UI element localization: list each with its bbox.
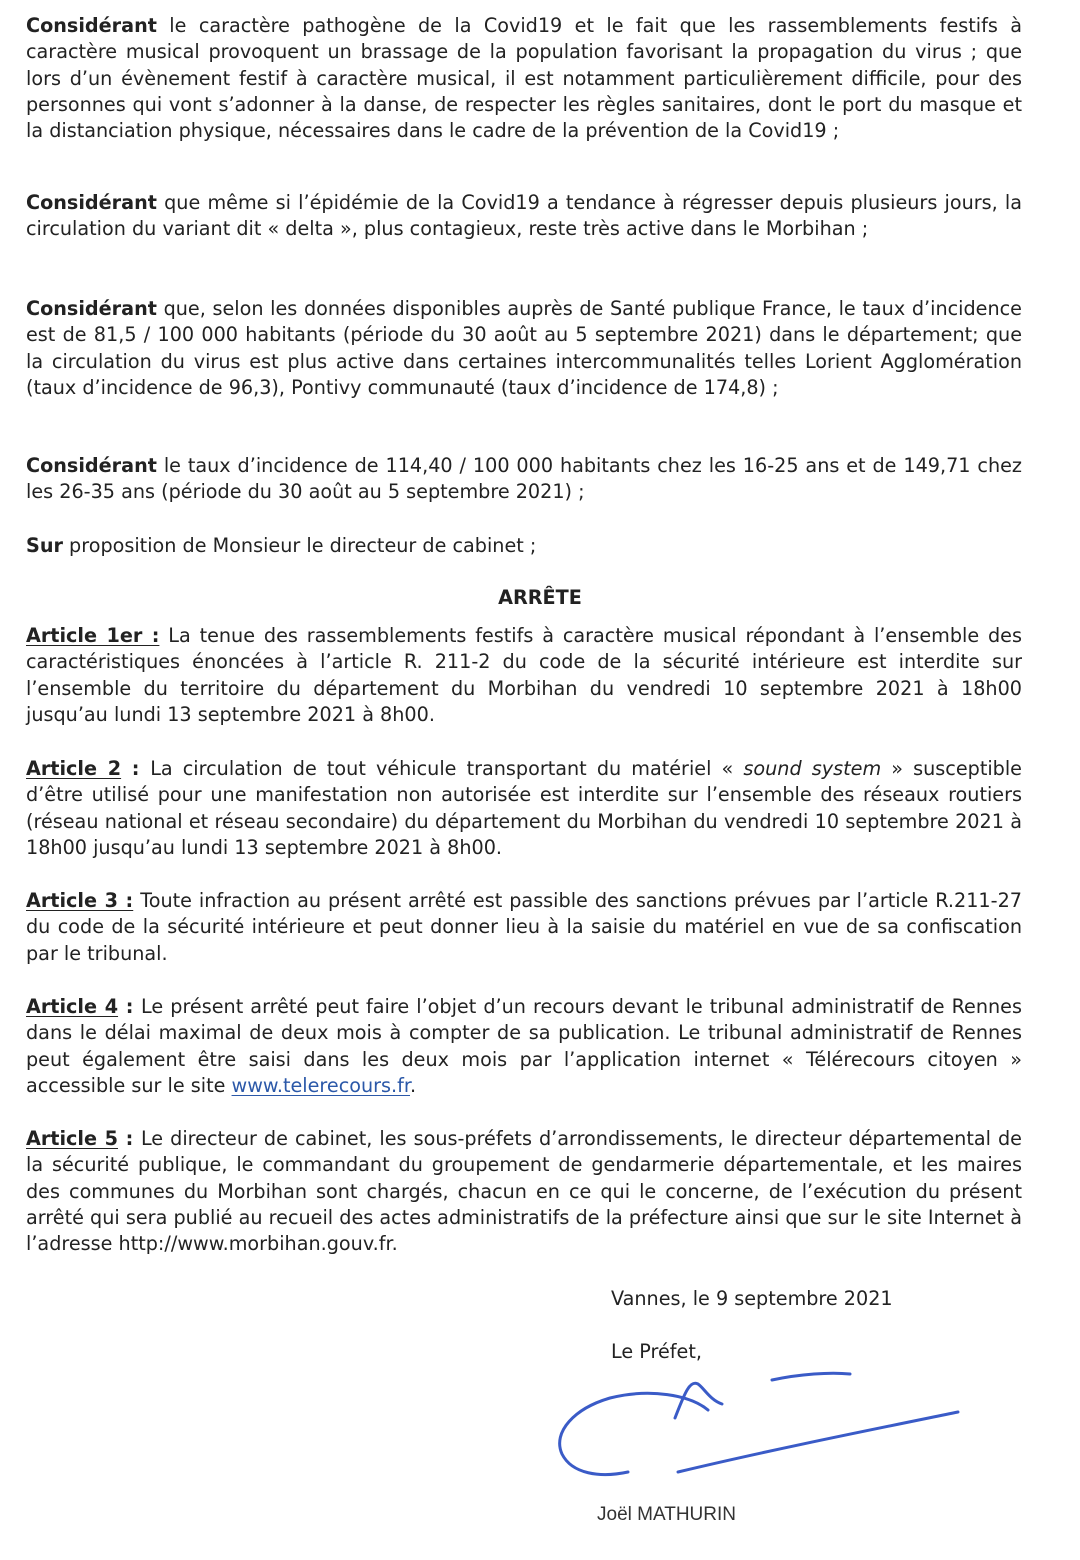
signature-stroke-4 [678,1412,958,1472]
whereas-lead: Considérant [26,14,157,37]
handwritten-signature [540,1370,980,1500]
whereas-text: que, selon les données disponibles auprès de Santé publique France, le taux d’incidence est de 81,5 / 100 000 habitants (période du 30 août au 5 septembre 2021) dans le département; que la circulation du virus est plus active dans certaines intercommunalités telles Lorient Agglomération (taux d’incidence de 96,3), Pontivy communauté (taux d’incidence de 174,8) ; [26,297,1022,399]
article-label: Article 5 [26,1127,119,1150]
article-text: La tenue des rassemblements festifs à caractère musical répondant à l’ensemble des caractéristiques énoncées à l’article R. 211-2 du code de la sécurité intérieure est interdite sur l’ensemble du territoire du département du Morbihan du vendredi 10 septembre 2021 à 18h00 jusqu’au lundi 13 septembre 2021 à 8h00. [26,624,1022,726]
whereas-text: le taux d’incidence de 114,40 / 100 000 habitants chez les 16-25 ans et de 149,71 chez les 26-35 ans (période du 30 août au 5 septembre 2021) ; [26,454,1022,504]
proposal-lead: Sur [26,534,63,557]
article-label: Article 4 [26,995,119,1018]
article-label: Article 2 [26,757,122,780]
article-colon: : [118,995,142,1018]
decree-title: ARRÊTE [498,586,582,609]
article-text: Le directeur de cabinet, les sous-préfets d’arrondissements, le directeur départemental de la sécurité publique, le commandant du groupement de gendarmerie départementale, et les maires des communes du Morbihan sont chargés, chacun en ce qui le concerne, de l’exécution du présent arrêté qui sera publié au recueil des actes administratifs de la préfecture ainsi que sur le site Internet à l’adresse http://www.morbihan.gouv.fr. [26,1127,1022,1256]
article-1 [26,623,1022,728]
signature-stroke-2 [675,1383,722,1418]
article-2 [26,756,1022,861]
article-label: Article 1er : [26,624,160,647]
article-text-continued: » susceptible d’être utilisé pour une manifestation non autorisée est interdite sur l’ensemble des réseaux routiers (réseau national et réseau secondaire) du département du Morbihan du vendredi 10 septembre 2021 à 18h00 jusqu’au lundi 13 septembre 2021 à 8h00. [26,757,1022,859]
article-3 [26,888,1022,967]
article-end: . [410,1073,417,1097]
signature-stroke-3 [772,1373,850,1380]
article-label: Article 3 : [26,889,134,912]
article-text: La circulation de tout véhicule transportant du matériel « [150,757,744,780]
proposal-paragraph [26,533,1022,559]
signatory-title: Le Préfet, [611,1340,702,1363]
article-text: Toute infraction au présent arrêté est passible des sanctions prévues par l’article R.211-27 du code de la sécurité intérieure et peut donner lieu à la saisie du matériel en vue de sa confiscation par le tribunal. [26,889,1022,965]
proposal-text: proposition de Monsieur le directeur de cabinet ; [62,534,537,557]
signature-stroke-1 [560,1393,708,1474]
whereas-paragraph-4 [26,453,1022,506]
whereas-lead: Considérant [26,191,157,214]
signatory-name: Joël MATHURIN [597,1504,736,1525]
article-colon: : [118,1127,141,1150]
article-text: Le présent arrêté peut faire l’objet d’un recours devant le tribunal administratif de Rennes dans le délai maximal de deux mois à compter de sa publication. Le tribunal administratif de Rennes peut également être saisi dans les deux mois par l’application internet « Télérecours citoyen » accessible sur le site [26,995,1022,1097]
whereas-lead: Considérant [26,454,157,477]
article-italic-term: sound system [743,757,882,780]
whereas-text: que même si l’épidémie de la Covid19 a tendance à régresser depuis plusieurs jours, la circulation du variant dit « delta », plus contagieux, reste très active dans le Morbihan ; [26,191,1022,241]
place-and-date: Vannes, le 9 septembre 2021 [611,1287,893,1310]
whereas-paragraph-1 [26,13,1022,144]
article-5 [26,1126,1022,1257]
whereas-text: le caractère pathogène de la Covid19 et le fait que les rassemblements festifs à caractère musical provoquent un brassage de la population favorisant la propagation du virus ; que lors d’un évènement festif à caractère musical, il est notamment particulièrement difficile, pour des personnes qui vont s’adonner à la danse, de respecter les règles sanitaires, dont le port du masque et la distanciation physique, nécessaires dans le cadre de la prévention de la Covid19 ; [26,14,1022,143]
whereas-paragraph-3 [26,296,1022,401]
article-4 [26,994,1022,1099]
whereas-paragraph-2 [26,190,1022,243]
telerecours-link[interactable]: www.telerecours.fr [231,1073,411,1097]
article-colon: : [121,757,151,780]
whereas-lead: Considérant [26,297,157,320]
